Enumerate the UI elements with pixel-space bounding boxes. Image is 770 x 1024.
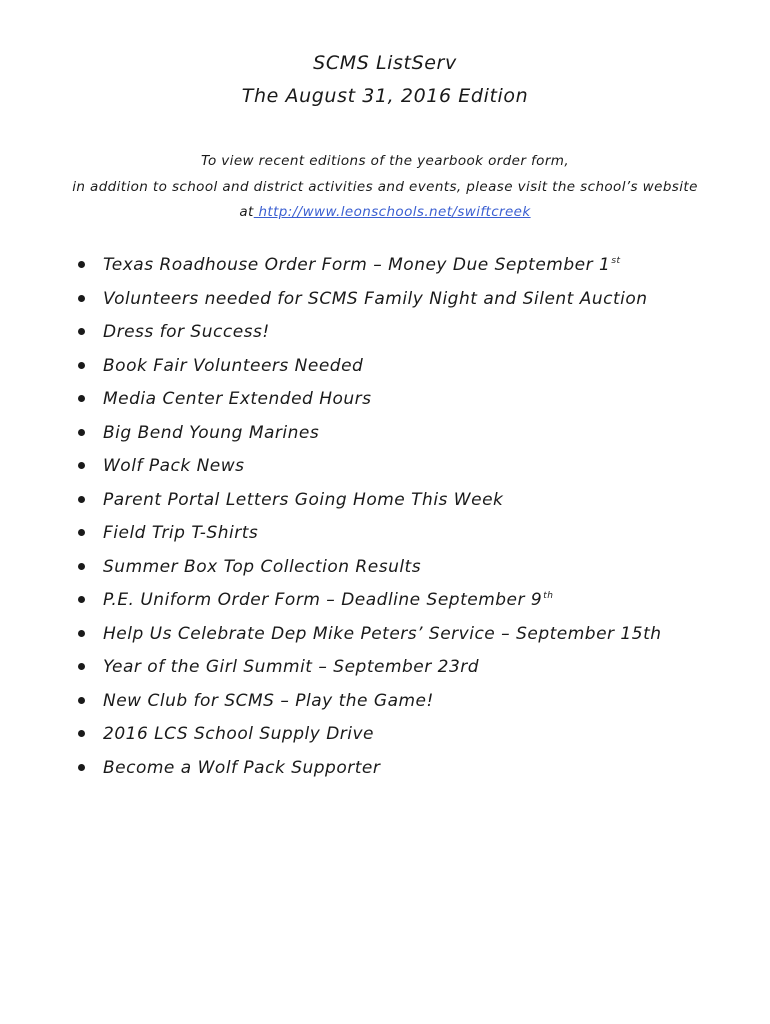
list-item-text xyxy=(103,719,374,749)
list-item xyxy=(0,284,770,318)
intro-line-3 xyxy=(0,204,770,220)
list-item-text xyxy=(103,284,648,314)
list-item xyxy=(0,753,770,787)
list-item-text xyxy=(103,485,503,515)
list-item-label: Help Us Celebrate Dep Mike Peters’ Service – September 15th xyxy=(103,623,662,644)
list-item-text xyxy=(103,585,553,615)
list-item-text xyxy=(103,518,258,548)
bullet-icon xyxy=(78,395,85,402)
list-item-text xyxy=(103,619,662,649)
bullet-icon xyxy=(78,462,85,469)
list-item-label: P.E. Uniform Order Form – Deadline September 9 xyxy=(103,590,543,610)
bullet-icon xyxy=(78,362,85,369)
list-item xyxy=(0,619,770,653)
ordinal-suffix: st xyxy=(611,256,621,267)
list-item xyxy=(0,518,770,552)
list-item-text xyxy=(103,652,479,682)
bullet-icon xyxy=(78,563,85,570)
bullet-icon xyxy=(78,630,85,637)
list-item-text xyxy=(103,351,363,381)
list-item xyxy=(0,250,770,284)
list-item-text xyxy=(103,384,372,414)
list-item-text xyxy=(103,250,621,280)
list-item-text xyxy=(103,552,421,582)
bullet-icon xyxy=(78,496,85,503)
list-item-label: Dress for Success! xyxy=(103,322,270,342)
bullet-icon xyxy=(78,663,85,670)
list-item xyxy=(0,485,770,519)
list-item-label: Year of the Girl Summit – September 23rd xyxy=(103,657,480,677)
document-title: SCMS ListServ xyxy=(313,52,457,74)
bullet-icon xyxy=(78,261,85,268)
list-item-label: Field Trip T-Shirts xyxy=(103,523,259,543)
list-item-label: Big Bend Young Marines xyxy=(103,422,320,443)
list-item-text xyxy=(103,753,380,783)
newsletter-item-list xyxy=(0,250,770,786)
list-item-text xyxy=(103,451,245,481)
list-item xyxy=(0,351,770,385)
list-item xyxy=(0,652,770,686)
list-item-label: Volunteers needed for SCMS Family Night and Silent Auction xyxy=(103,288,648,309)
list-item-label: Book Fair Volunteers Needed xyxy=(103,355,364,376)
list-item xyxy=(0,585,770,619)
intro-line-3-prefix: at xyxy=(239,204,254,220)
bullet-icon xyxy=(78,596,85,603)
list-item-label: Wolf Pack News xyxy=(103,456,245,476)
list-item xyxy=(0,451,770,485)
list-item xyxy=(0,384,770,418)
bullet-icon xyxy=(78,764,85,771)
list-item-label: 2016 LCS School Supply Drive xyxy=(103,724,375,744)
bullet-icon xyxy=(78,529,85,536)
ordinal-suffix: th xyxy=(543,591,554,602)
list-item xyxy=(0,686,770,720)
list-item-label: Texas Roadhouse Order Form – Money Due September 1 xyxy=(103,255,611,275)
list-item-label: Media Center Extended Hours xyxy=(103,389,372,409)
intro-line-2: in addition to school and district activities and events, please visit the school’s website xyxy=(72,179,698,195)
bullet-icon xyxy=(78,697,85,704)
list-item xyxy=(0,552,770,586)
edition-date: The August 31, 2016 Edition xyxy=(241,85,529,107)
list-item-text xyxy=(103,686,434,716)
list-item xyxy=(0,317,770,351)
list-item-label: Become a Wolf Pack Supporter xyxy=(103,757,381,778)
bullet-icon xyxy=(78,295,85,302)
school-website-link[interactable]: http://www.leonschools.net/swiftcreek xyxy=(253,204,531,220)
list-item xyxy=(0,719,770,753)
bullet-icon xyxy=(78,429,85,436)
list-item-label: Parent Portal Letters Going Home This Week xyxy=(103,489,504,510)
list-item-text xyxy=(103,418,319,448)
intro-line-1: To view recent editions of the yearbook order form, xyxy=(200,153,570,169)
list-item xyxy=(0,418,770,452)
bullet-icon xyxy=(78,328,85,335)
bullet-icon xyxy=(78,730,85,737)
list-item-label: Summer Box Top Collection Results xyxy=(103,556,422,577)
list-item-label: New Club for SCMS – Play the Game! xyxy=(103,690,434,711)
list-item-text xyxy=(103,317,270,347)
